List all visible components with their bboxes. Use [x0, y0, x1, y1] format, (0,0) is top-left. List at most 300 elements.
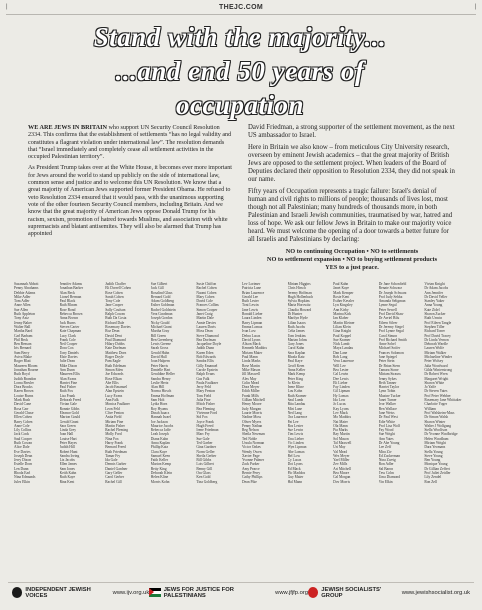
signatory-column [196, 282, 242, 576]
signatory-name: Ellen Cohen [14, 415, 32, 420]
signatory-name: Rachel Fleming [105, 428, 129, 433]
signatory-name: Kay Lyons [333, 406, 349, 411]
signatory-name: Leah Joseph [150, 432, 169, 437]
signatory-name: Judy Morgan [241, 406, 261, 411]
signatory-name: Barry Lipman [241, 320, 263, 325]
signatory-name: Roger Blatt [14, 359, 31, 364]
signatory-name: Paula Faulkner [196, 380, 219, 385]
signatory-name: Dennis Garber [105, 462, 127, 467]
signatory-name: Janet Craig [196, 312, 213, 317]
signatory-name: Jo Klein [287, 380, 300, 385]
signatory-name: Ben Young [424, 458, 441, 463]
signatory-name: Dr Linda Vernon [424, 337, 449, 342]
signatory-name: Laurie Morris [241, 410, 263, 415]
signatory-name: Tom Jenkins [287, 333, 306, 338]
signatory-name: Prof David Shaw [378, 312, 404, 317]
signatory-name: Stella Woolfson [424, 428, 448, 433]
signatory-name: Gerald Grant [59, 419, 79, 424]
signatory-name: Lily Collins [14, 428, 32, 433]
signatory-name: Ronnie Gibbs [59, 406, 80, 411]
signatory-name: Martin Dale [196, 316, 214, 321]
signatory-name: Martha Bard [14, 329, 33, 334]
signatory-name: Bea Lester [333, 367, 349, 372]
signatory-column [14, 282, 60, 576]
signatory-name: Deborah Wardle [424, 342, 448, 347]
signatory-name: Susannah Abbott [14, 282, 39, 286]
signatory-name: Dr Yvonne Woolbridge [424, 432, 458, 437]
signatory-name: Elsie Davies [59, 355, 78, 360]
signatory-name: Dr Abe Young [378, 440, 400, 445]
signatory-name: Maxine Tucker [378, 393, 401, 398]
signatory-name: Barry Cohen [14, 419, 33, 424]
signatory-name: Stephen Tiller [424, 324, 445, 329]
signatory-name: Len Dunn [14, 466, 29, 471]
signatory-name: Wes Meyer [333, 453, 350, 458]
signatory-name: Janet Kaye [333, 286, 350, 291]
signatory-name: Mary Cohen [196, 294, 215, 299]
signatory-name: Julia Fine [196, 398, 211, 403]
signatory-name: Saul Lamb [287, 398, 304, 403]
signatory-name: Lily Zendel [424, 475, 442, 480]
org-jsg-name: JEWISH SOCIALISTS' GROUP [321, 586, 382, 599]
signatory-name: Sam Holt [150, 398, 165, 403]
signatory-name: Adam Goldberg [150, 299, 174, 304]
signatory-name: Jill Maxwell [241, 372, 261, 377]
signatory-name: Abe Lomax [287, 449, 305, 454]
signatory-name: Prof Walsheim-Mass [424, 410, 455, 415]
signatory-name: Joseph Dean [14, 453, 33, 458]
signatory-name: Penny Abrahams [14, 286, 39, 291]
jfjfp-flag-icon [149, 588, 160, 597]
signatory-name: Tal Maxwell [333, 440, 352, 445]
signatory-name: Hugh Freed [196, 423, 214, 428]
signatory-name: Alex May [241, 376, 257, 381]
signatory-name: Gus Falk [196, 376, 210, 381]
signatory-name: Tim Lewis [287, 432, 304, 437]
signatory-name: David Cane [14, 402, 32, 407]
signatory-name: Harriet Fine [59, 380, 78, 385]
signatory-name: Dara Yeomans [424, 445, 446, 450]
signatory-name: Mike Dixon [59, 363, 78, 368]
signatory-name: Nina Edmunds [14, 475, 36, 480]
signatory-name: Judith Dunn [196, 346, 215, 351]
signatory-name: Pia Marks [333, 428, 348, 433]
signatory-name: Frances Collins [196, 303, 219, 308]
signatory-name: Lev Lorimer [241, 282, 261, 286]
signatory-name: Martin Kleiner [333, 320, 355, 325]
signatory-name: Walter J Wolfgang [424, 423, 452, 428]
signatory-column [242, 282, 288, 576]
signatory-name: Ted Garber [196, 440, 213, 445]
signatory-name: Estelle Dorn [14, 462, 33, 467]
signatory-name: Gerald Hahn [150, 350, 170, 355]
signatory-name: Prof David Tracey [424, 333, 451, 338]
signatory-name: Val Mead [333, 449, 348, 454]
signatory-name: Dr Simon Walsh [424, 415, 449, 420]
signatory-name: Frank Mills [241, 393, 259, 398]
signatory-name: Colin Mead [241, 380, 260, 385]
signatory-name: Marilyn Hyde [287, 316, 308, 321]
signatory-name: Ian Klaber [333, 316, 349, 321]
signatory-name: Michael Grant [150, 324, 172, 329]
signatory-name: Rhoda Earl [14, 471, 31, 476]
signatory-name: Moss Dean [196, 329, 213, 334]
signatory-name: Diana Kahn [150, 436, 169, 441]
signatory-name: Dr Joseph Schwarz [378, 290, 407, 295]
signatory-name: Dot Lyons [287, 462, 303, 467]
signatory-name: Victor Oakes [241, 445, 261, 450]
signatory-name: William [424, 406, 436, 411]
signatory-name: Eli Dorrell Cohen [105, 286, 131, 291]
signatory-name: Dr Gillian Zeffert [424, 466, 450, 471]
org-jsg-url[interactable]: www.jewishsocialist.org.uk [401, 589, 470, 596]
signatory-name: Sally Coulson [105, 307, 126, 312]
signatory-name: Zev Mills [333, 462, 348, 467]
signatory-name: Abe Ellis [105, 380, 119, 385]
signatory-name: Gina Knight [333, 329, 352, 334]
signatory-name: Alice Dale [14, 445, 30, 450]
signatory-name: Kenneth Maddox [241, 346, 268, 351]
signatory-name: Hannah Israel [150, 415, 171, 420]
signatory-name: Peter Sewell [378, 307, 397, 312]
signatory-name: Rosemary Jane Whittaker [424, 398, 462, 403]
signatory-name: Ora Laurence [287, 415, 308, 420]
signatory-name: Miriam Higgins [287, 282, 311, 286]
body-left-column [28, 124, 233, 242]
signatory-name: Hilary Dobbs [105, 342, 125, 347]
signatory-name: Peter Stein [378, 359, 395, 364]
signatory-name: Cal Lewin [333, 372, 349, 377]
signatory-name: Anne Sobel [378, 342, 396, 347]
signatory-name: David Cole [196, 299, 213, 304]
signatory-name: Mo Maddox [333, 415, 352, 420]
signatory-name: Phillip Katz [150, 445, 169, 450]
signatory-name: Mary Fenton [196, 389, 216, 394]
signatory-name: Eve Davies [14, 449, 31, 454]
signatory-name: Paul Mann [241, 355, 258, 360]
signatory-name: Betty King [150, 466, 167, 471]
signatory-name: Charlotte Yoger [424, 402, 448, 407]
signatory-name: Maureen Ellis [59, 372, 80, 377]
signatory-name: Gilda Winterstrong [424, 367, 452, 372]
signatory-name: Joe Edwards [105, 372, 124, 377]
signatory-name: Rita Landau [287, 402, 306, 407]
signatory-name: Sue Gilbert [150, 282, 168, 286]
signatory-name: Dan Lane [333, 350, 348, 355]
signatory-name: Marion Kemp [150, 462, 172, 467]
signatory-name: Annie Davies [196, 320, 217, 325]
header-rule [6, 14, 476, 15]
signatory-name: Faith Keller [150, 458, 169, 463]
signatory-name: Ruth Jacobs [287, 324, 306, 329]
signatory-name: Sue Lewin [287, 428, 304, 433]
signatory-name: Ruth Edelman [105, 363, 126, 368]
signatory-name: Prof Richard Smith [378, 337, 407, 342]
signatory-name: Alan Beck [59, 290, 75, 295]
signatory-name: Prof Peter Webber [424, 393, 451, 398]
jsg-logo-icon [308, 587, 318, 598]
signatory-name: Marion Gould [59, 415, 81, 420]
signatory-name: Lisa Frank [59, 393, 76, 398]
signatory-name: Stanley Yaker [424, 299, 445, 304]
signatory-name: Ros Lester [287, 423, 304, 428]
signatory-name: Ron Adler [378, 462, 394, 467]
signatory-name: Gerald Lee [241, 294, 259, 299]
org-ijv-url[interactable]: www.ijv.org.uk [112, 589, 150, 596]
signatory-name: Phil Beck [14, 337, 29, 342]
signatory-name: Ida Low [333, 398, 346, 403]
signatory-name: Miriam Maier [241, 350, 263, 355]
signatory-name: Vic Linden [287, 440, 304, 445]
signatory-name: Tamara Stone [378, 367, 399, 372]
signatory-name: Ivor Walker [378, 402, 396, 407]
footer-organisations [8, 582, 474, 602]
signatory-name: Yvonne Palmer [241, 458, 265, 463]
signatory-name: Tony Aziz [14, 316, 29, 321]
signatory-name: Toni Lewin [241, 303, 259, 308]
signatory-name: Rosemary Davies [105, 324, 131, 329]
signatory-name: Bea Moore [333, 471, 350, 476]
org-jfjfp-name: JEWS FOR JUSTICE FOR PALESTINIANS [163, 586, 234, 599]
signatory-name: Sara Kaplan [287, 350, 306, 355]
signatory-name: Sandra Ellis [196, 359, 214, 364]
signatory-name: Jack Burns [59, 320, 76, 325]
signatory-name: Ray Martin [333, 432, 350, 437]
signatory-name: Tom Field [196, 393, 212, 398]
signatory-name: Tina Goldberg [196, 479, 218, 484]
org-jfjfp-url[interactable]: www.jfjfp.org [275, 589, 308, 596]
signatory-name: Dora Meyer [241, 385, 260, 390]
signatory-name: Joseph Gordon [150, 316, 173, 321]
signatory-name: Peter Hayes [59, 440, 77, 445]
signatory-name: Carol Simon [378, 333, 398, 338]
org-jfjfp [149, 587, 308, 599]
signatory-name: Gil Lipman [333, 389, 350, 394]
signatory-name: Gilly Emanuel [196, 363, 218, 368]
signatory-name: Jo Yaffe [424, 385, 437, 390]
signatory-name: Sharon White [424, 380, 445, 385]
signatory-name: Ralph Cowan [105, 312, 125, 317]
signatory-name: Nadine Moss [241, 415, 262, 420]
signatory-name: Steve Diamond [196, 333, 219, 338]
signatory-name: Una Lieber [287, 436, 304, 441]
signatory-name: Roz Dean [105, 329, 120, 334]
signatory-column [424, 282, 470, 576]
signatory-name: Miriam Fine [105, 419, 124, 424]
signatory-name: Patricia Lane [241, 286, 262, 291]
signatory-name: Mira Ziv [378, 449, 392, 454]
org-ijv [12, 587, 149, 599]
signatory-name: Liz Jacobs [59, 458, 75, 463]
signatory-name: Jenny Sykes [378, 376, 397, 381]
signatory-name: Sam Jones [59, 466, 75, 471]
signatory-name: Dr Avriel Bilu [378, 316, 400, 321]
signatory-name: Ron Zell [424, 479, 438, 484]
signatory-name: Lewis Greene [150, 342, 171, 347]
signatory-name: Anna Kaplan [150, 440, 170, 445]
signatory-name: Ari Mitchell [333, 466, 352, 471]
headline-line-1: Stand with the majority... [93, 22, 387, 52]
signatory-name: Helen Kline [150, 475, 169, 480]
signatory-name: Ben Wallace [378, 406, 397, 411]
signatory-name: Louise Hart [59, 436, 77, 441]
signatory-name: Louise Burns [14, 393, 34, 398]
signatory-name: Rose Cohen [105, 290, 123, 295]
pledge-line-2: NO to settlement expansion • NO to buying settlement products [266, 256, 438, 263]
signatory-name: Richard Toner [424, 329, 445, 334]
signatory-name: Sue Gale [196, 436, 210, 441]
signatory-name: Mark Kemper [333, 290, 354, 295]
signatory-name: Ola Mann [333, 423, 348, 428]
signatory-name: Mark Kemp [287, 372, 306, 377]
signatory-name: Anna Keller [287, 367, 306, 372]
signatory-name: Anne Allen [14, 303, 31, 308]
pledges [248, 248, 456, 272]
signatory-name: Edie White [378, 419, 395, 424]
signatory-name: Ruth Kramer [287, 393, 307, 398]
site-name: THEJC.COM [219, 3, 263, 11]
signatory-name: Neil Cooper [59, 342, 78, 347]
signatory-name: Vin Elkin [378, 479, 393, 484]
signatory-name: Monica Faulkner [105, 402, 130, 407]
signatory-name: Eli Lieber [333, 380, 348, 385]
header-left-mark: | [6, 4, 8, 10]
signatory-name: Guy Maier [287, 475, 304, 480]
signatory-name: Wendy Owen [241, 449, 262, 454]
signatory-name: Peter King [287, 376, 304, 381]
signatory-name: Rose Bond [59, 307, 76, 312]
signatory-name: Marina Kirk [333, 312, 352, 317]
signatory-name: Tony Daniels [59, 350, 79, 355]
body-right-column [248, 124, 456, 272]
signatory-name: Joan Halpern [150, 359, 170, 364]
signatory-name: Sue Kramer [333, 337, 351, 342]
signatory-name: Rachel Cohen [196, 286, 217, 291]
signatory-name: Karen Eden [196, 350, 214, 355]
signatory-name: Molly Ford [105, 432, 122, 437]
signatory-name: Roger Doyle [105, 355, 124, 360]
signatory-name: Samuel Keen [150, 453, 171, 458]
signatory-name: Pat Lee [287, 419, 299, 424]
paragraph-britain: Here in Britain we also know – from meticulous City University research, overseen by eminent Jewish academics – that the great majority of British Jews are opposed to the settlement project. When leaders of the Board of Deputies declared their opposition to Resolution 2334, they did not speak in our name. [248, 144, 455, 183]
signatory-name: Esther Kessler [333, 299, 355, 304]
signatory-name: Ted Noble [241, 436, 257, 441]
signatory-name: Penny Nathan [241, 423, 263, 428]
signatory-name: Ed Zuckerman [378, 453, 401, 458]
signatory-name: Rosalind Glass [150, 290, 173, 295]
signatory-name: Benny Gill [196, 466, 213, 471]
signatory-name: Marian Johns [287, 337, 308, 342]
signatory-name: Judith Brandon [14, 376, 37, 381]
signatory-name: Sarah Gross [150, 346, 169, 351]
signatory-name: Vera Laurence [333, 359, 355, 364]
signatory-name: Bea Fleming [196, 406, 215, 411]
signatory-name: Dinah Isaacs [150, 410, 170, 415]
signatory-name: Ben Greenberg [150, 337, 173, 342]
signatory-name: Sylvia Hopkins [287, 299, 310, 304]
signatory-name: Margaret Wright [424, 376, 449, 381]
signatory-name: Oliver Myers [241, 419, 262, 424]
signatory-name: Eleanor Gold [59, 410, 79, 415]
signatory-name: Jane Spiegel [378, 355, 397, 360]
signatory-name: Lauren Davis [196, 324, 216, 329]
signatory-name: Ruth Lester [241, 299, 259, 304]
signatory-name: Sal Baron [378, 466, 394, 471]
signatory-name: Anita Field [105, 415, 122, 420]
signatory-name: Ruth Unwin [424, 316, 443, 321]
signatory-name: Jules Elkin [14, 479, 30, 484]
signatory-name: Nina Fox [105, 436, 119, 441]
signatory-name: Paul Kaye [287, 359, 303, 364]
signatory-name: Deborah Freed [59, 398, 82, 403]
paragraph-fifty-years: Fifty years of Occupation represents a tragic failure: Israel's denial of human and civil rights to millions of people; thousands of lives lost, most though not all Palestinian; many hundreds of thousands more, in both Palestinian and Israeli Jewish communities, traumatised by war, hatred and loss of hope. We ask our fellow Jews in Britain to make our majority voice heard. We must welcome the opening of a door towards a better future for all Israelis and Palestinians by declaring: [248, 188, 453, 243]
signatory-name: Prof Lisa Wolf [378, 423, 400, 428]
paragraph-intro [28, 124, 233, 161]
signatory-name: Ruth Friedman [105, 449, 127, 454]
signatory-name: Ruth Da Costa [105, 316, 127, 321]
signatory-name: Ruth Boyd [14, 372, 30, 377]
signatory-name: Irene Friedman [196, 428, 219, 433]
signatory-name: Ida Gale [105, 458, 118, 463]
signatory-name: Stella Young [424, 449, 443, 454]
signatory-name: Ann Jennifer [424, 290, 444, 295]
signatory-name: Paul Koppel [333, 333, 352, 338]
signatory-name: Clara Kaye [150, 449, 168, 454]
signatory-column [333, 282, 379, 576]
signatory-name: Janet Turner [378, 398, 397, 403]
signatory-name: Robert Hunt [59, 449, 78, 454]
signatory-name: Lev Mack [333, 410, 348, 415]
signatory-name: Dora Cox [59, 346, 74, 351]
signatory-name: Lou Kohn [287, 389, 303, 394]
signatory-name: Simon Cooper [196, 307, 218, 312]
signatory-name: Frances Solomon [378, 350, 404, 355]
pledge-line-3: YES to a just peace. [325, 264, 379, 271]
signatory-name: Mike Adler [14, 294, 31, 299]
signatory-name: Judith Chaffer [105, 282, 126, 286]
signatory-column [60, 282, 106, 576]
signatory-name: Alan Epstein [105, 389, 124, 394]
signatory-name: Geraldine Heller [150, 372, 175, 377]
signatory-name: Tom Adler [14, 299, 30, 304]
signatory-name: Fay Wood [378, 428, 394, 433]
signatory-name: Jo Lucas [333, 402, 346, 407]
signatory-name: Lorna Bresler [14, 380, 34, 385]
signatory-name: Hugh Hollenbach [287, 294, 314, 299]
signatory-name: Joyce Frank [196, 419, 214, 424]
signatory-name: Ned Lang [287, 410, 302, 415]
signatory-name: Reg Nelson [241, 428, 259, 433]
signatory-name: Anna Brown [59, 316, 79, 321]
signatory-name: Maurice Jacobs [150, 423, 174, 428]
signatory-name: Sara Green [59, 423, 76, 428]
signatory-name: Sharon Zucker [424, 312, 446, 317]
signatory-name: Ruth Cowan [14, 440, 33, 445]
signatory-name: Jack Cook [14, 432, 30, 437]
signatory-name: Danielle Hart [150, 367, 171, 372]
signatory-name: Helen Woodham [424, 436, 449, 441]
signatory-name: Fay Linden [333, 385, 350, 390]
signatory-name: Rosie Kent [333, 294, 350, 299]
signatory-name: Anne Cole [14, 423, 30, 428]
signatory-name: Maureen Bloom [14, 363, 38, 368]
signatory-name: Joe Jackson [150, 419, 168, 424]
signatory-name: Linda Grey [59, 428, 77, 433]
signatory-name: Dr Jane Schonfield [378, 282, 407, 286]
signatory-name: Lilian Klein [333, 324, 351, 329]
signatory-name: Norm Geller [196, 449, 215, 454]
signatory-name: Ralph Evans [196, 372, 215, 377]
